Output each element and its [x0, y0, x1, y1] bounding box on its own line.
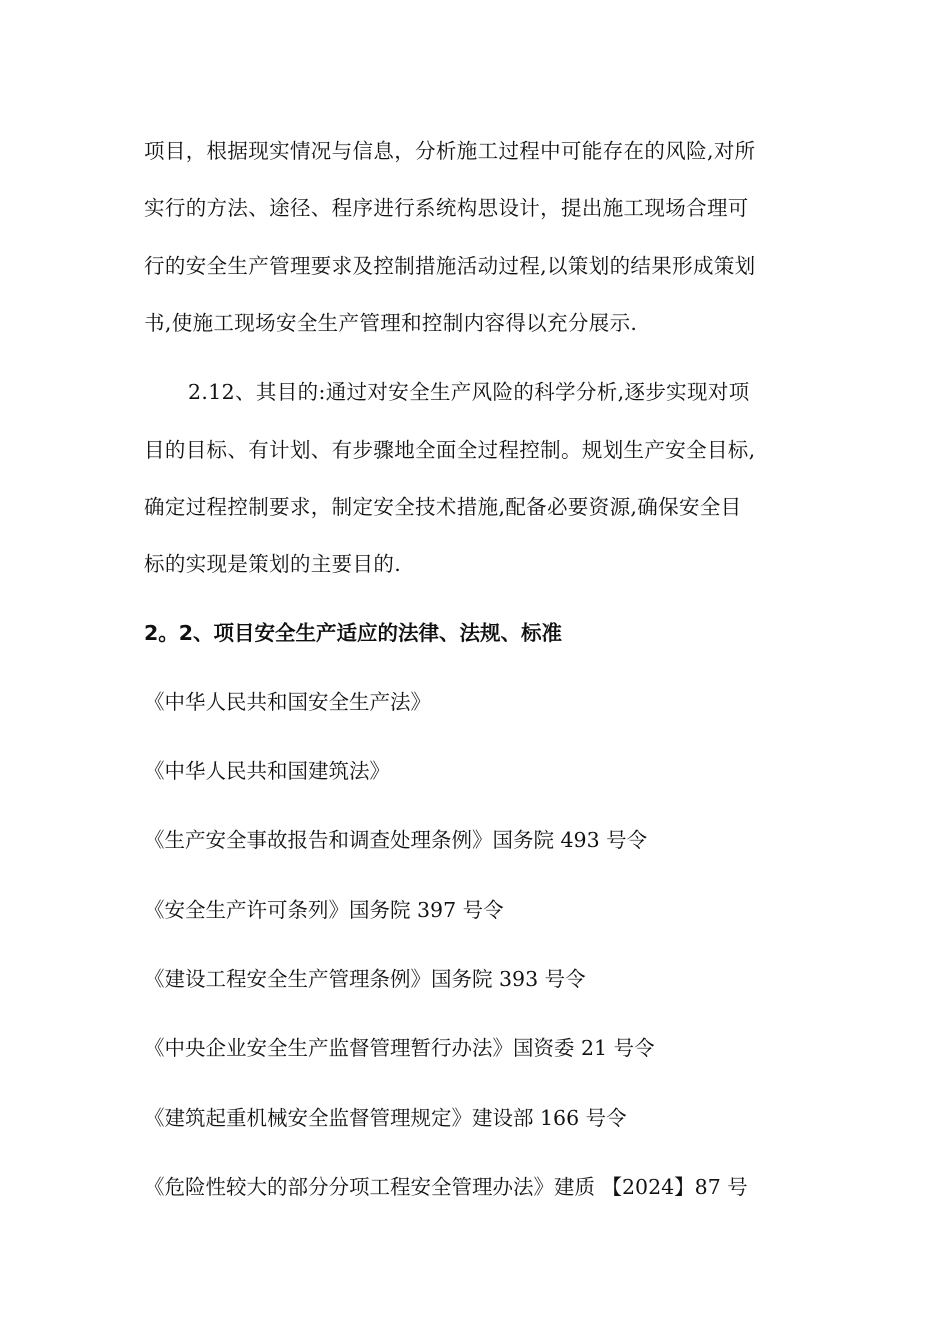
- law-item: 《生产安全事故报告和调查处理条例》国务院 493 号令: [144, 828, 648, 852]
- law-item: 《中央企业安全生产监督管理暂行办法》国资委 21 号令: [144, 1036, 655, 1060]
- law-item: 《安全生产许可条列》国务院 397 号令: [144, 898, 504, 922]
- law-item: 《建筑起重机械安全监督管理规定》建设部 166 号令: [144, 1106, 627, 1130]
- paragraph-1-line-4: 书,使施工现场安全生产管理和控制内容得以充分展示.: [144, 311, 638, 335]
- law-item: 《中华人民共和国安全生产法》: [144, 690, 431, 714]
- paragraph-1-line-2: 实行的方法、途径、程序进行系统构思设计，提出施工现场合理可: [144, 196, 749, 220]
- section-heading: 2。2、项目安全生产适应的法律、法规、标准: [144, 621, 563, 645]
- paragraph-1-line-1: 项目，根据现实情况与信息，分析施工过程中可能存在的风险,对所: [144, 139, 756, 163]
- paragraph-2-line-4: 标的实现是策划的主要目的.: [144, 552, 402, 576]
- law-item: 《危险性较大的部分分项工程安全管理办法》建质 【2024】87 号: [144, 1175, 748, 1199]
- paragraph-2-line-2: 目的目标、有计划、有步骤地全面全过程控制。规划生产安全目标,: [144, 438, 756, 462]
- paragraph-1-line-3: 行的安全生产管理要求及控制措施活动过程,以策划的结果形成策划: [144, 254, 756, 278]
- law-item: 《建设工程安全生产管理条例》国务院 393 号令: [144, 967, 586, 991]
- paragraph-2-line-3: 确定过程控制要求，制定安全技术措施,配备必要资源,确保安全目: [144, 495, 742, 519]
- paragraph-2-line-1: 2.12、其目的:通过对安全生产风险的科学分析,逐步实现对项: [188, 380, 750, 404]
- law-item: 《中华人民共和国建筑法》: [144, 759, 390, 783]
